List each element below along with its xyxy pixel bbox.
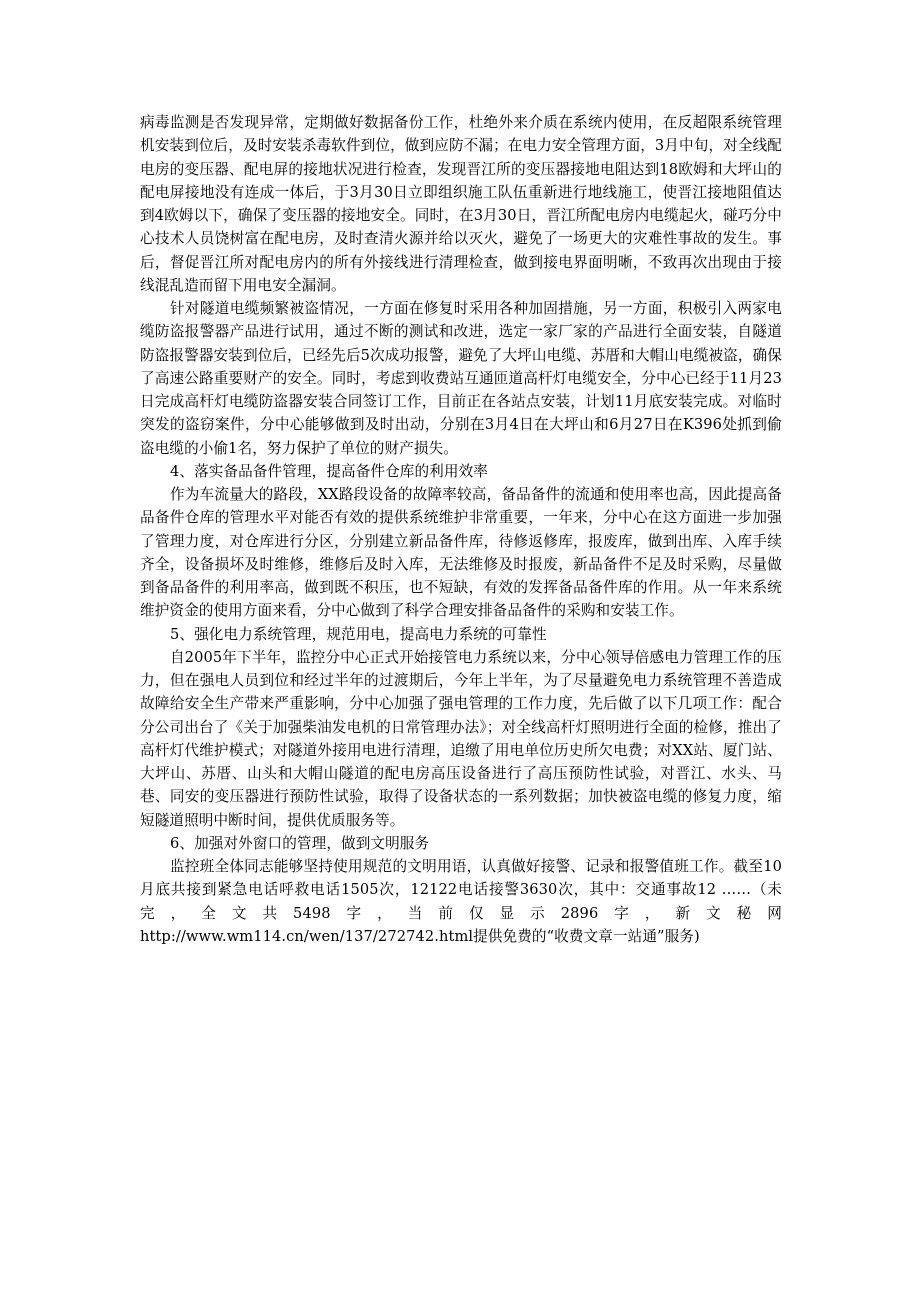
paragraph-network-electrical-safety: 病毒监测是否发现异常，定期做好数据备份工作，杜绝外来介质在系统内使用，在反超限系统管理机安装到位后，及时安装杀毒软件到位，做到应防不漏；在电力安全管理方面，3月中旬，对全线配电房的变压器、配电屏的接地状况进行检查，发现晋江所的变压器接地电阻达到18欧姆和大坪山的配电屏接地没有连成一体后，于3月30日立即组织施工队伍重新进行地线施工，使晋江接地阻值达到4欧姆以下，确保了变压器的接地安全。同时，在3月30日，晋江所配电房内电缆起火，碰巧分中心技术人员饶树富在配电房，及时查清火源并给以灭火，避免了一场更大的灾难性事故的发生。事后，督促晋江所对配电房内的所有外接线进行清理检查，做到接电界面明晰，不致再次出现由于接线混乱造而留下用电安全漏洞。 [140,114,782,294]
paragraph-tunnel-cable-theft: 针对隧道电缆频繁被盗情况，一方面在修复时采用各种加固措施，另一方面，积极引入两家电缆防盗报警器产品进行试用，通过不断的测试和改进，选定一家厂家的产品进行全面安装，自隧道防盗报警器安装到位后，已经先后5次成功报警，避免了大坪山电缆、苏厝和大帽山电缆被盗，确保了高速公路重要财产的安全。同时，考虑到收费站互通匝道高杆灯电缆安全，分中心已经于11月23日完成高杆灯电缆防盗器安装合同签订工作，目前正在各站点安装，计划11月底安装完成。对临时突发的盗窃案件，分中心能够做到及时出动，分别在3月4日在大坪山和6月27日在K396处抓到偷盗电缆的小偷1名，努力保护了单位的财产损失。 [140,300,782,457]
paragraph-spare-parts-management: 作为车流量大的路段，XX路段设备的故障率较高，备品备件的流通和使用率也高，因此提高备品备件仓库的管理水平对能否有效的提供系统维护非常重要，一年来，分中心在这方面进一步加强了管理力度，对仓库进行分区，分别建立新品备件库，待修返修库，报废库，做到出库、入库手续齐全，设备损坏及时维修，维修后及时入库，无法维修及时报废，新品备件不足及时采购，尽量做到备品备件的利用率高，做到既不积压，也不短缺，有效的发挥备品备件库的作用。从一年来系统维护资金的使用方面来看，分中心做到了科学合理安排备品备件的采购和安装工作。 [140,486,782,620]
document-body [140,111,782,948]
paragraph-service-window: 监控班全体同志能够坚持使用规范的文明用语，认真做好接警、记录和报警值班工作。截至10月底共接到紧急电话呼救电话1505次，12122电话接警3630次，其中：交通事故12 ……（未完，全文共5498字，当前仅显示2896字，新文秘网http://www.wm114.cn/wen/137/272742.html提供免费的“收费文章一站通”服务) [140,858,782,945]
section-heading-5: 5、强化电力系统管理，规范用电，提高电力系统的可靠性 [170,625,547,643]
paragraph-power-system-management: 自2005年下半年，监控分中心正式开始接管电力系统以来，分中心领导倍感电力管理工作的压力，但在强电人员到位和经过半年的过渡期后，今年上半年，为了尽量避免电力系统管理不善造成故障给安全生产带来严重影响，分中心加强了强电管理的工作力度，先后做了以下几项工作：配合分公司出台了《关于加强柴油发电机的日常管理办法》；对全线高杆灯照明进行全面的检修，推出了高杆灯代维护模式；对隧道外接用电进行清理，追缴了用电单位历史所欠电费；对XX站、厦门站、大坪山、苏厝、山头和大帽山隧道的配电房高压设备进行了高压预防性试验，对晋江、水头、马巷、同安的变压器进行预防性试验，取得了设备状态的一系列数据；加快被盗电缆的修复力度，缩短隧道照明中断时间，提供优质服务等。 [140,648,782,829]
section-heading-4: 4、落实备品备件管理，提高备件仓库的利用效率 [170,462,488,480]
section-heading-6: 6、加强对外窗口的管理，做到文明服务 [170,834,430,852]
